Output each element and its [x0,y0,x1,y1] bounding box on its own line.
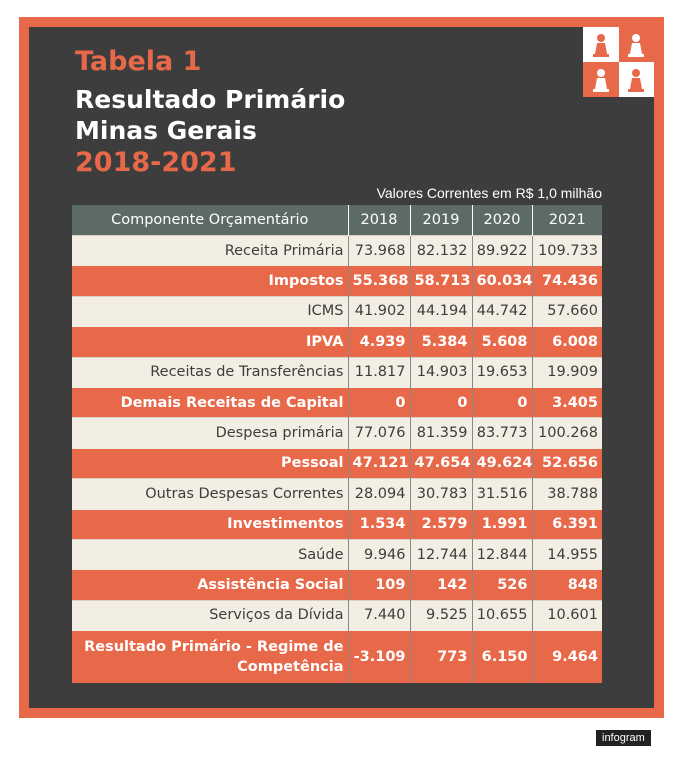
cell-value: 3.405 [532,387,602,417]
cell-value: 10.655 [472,600,532,630]
cell-value: 0 [472,387,532,417]
table-header-row [72,205,602,236]
pawn-icon [619,27,655,62]
cell-value: 82.132 [410,236,472,266]
pawn-icon [619,62,655,97]
cell-value: 52.656 [532,448,602,478]
table-row [72,266,602,296]
cell-value: 28.094 [348,479,410,509]
cell-value: 6.391 [532,509,602,539]
row-label: Serviços da Dívida [72,600,348,630]
cell-value: 12.844 [472,539,532,569]
table-row [72,327,602,357]
page-title: Resultado Primário Minas Gerais [75,85,346,145]
cell-value: 526 [472,570,532,600]
cell-value: 109.733 [532,236,602,266]
table-row [72,509,602,539]
cell-value: 5.384 [410,327,472,357]
table-row [72,631,602,684]
table-row [72,418,602,448]
column-header: 2018 [348,205,410,236]
cell-value: 41.902 [348,296,410,326]
table-row [72,570,602,600]
column-header: 2019 [410,205,472,236]
cell-value: 5.608 [472,327,532,357]
table-row [72,357,602,387]
cell-value: 848 [532,570,602,600]
column-header: 2020 [472,205,532,236]
cell-value: 19.653 [472,357,532,387]
row-label: IPVA [72,327,348,357]
cell-value: 60.034 [472,266,532,296]
cell-value: -3.109 [348,631,410,684]
cell-value: 142 [410,570,472,600]
cell-value: 19.909 [532,357,602,387]
cell-value: 7.440 [348,600,410,630]
cell-value: 58.713 [410,266,472,296]
pawn-icon [583,27,619,62]
cell-value: 10.601 [532,600,602,630]
table-row [72,539,602,569]
row-label: Investimentos [72,509,348,539]
cell-value: 77.076 [348,418,410,448]
cell-value: 31.516 [472,479,532,509]
share-label: Share [42,730,69,741]
cell-value: 0 [348,387,410,417]
row-label: Impostos [72,266,348,296]
infogram-brand-link[interactable]: infogram [596,730,651,746]
cell-value: 47.121 [348,448,410,478]
cell-value: 44.194 [410,296,472,326]
cell-value: 55.368 [348,266,410,296]
row-label: Despesa primária [72,418,348,448]
logo [583,27,654,97]
cell-value: 9.946 [348,539,410,569]
cell-value: 6.008 [532,327,602,357]
table-row [72,387,602,417]
cell-value: 83.773 [472,418,532,448]
cell-value: 89.922 [472,236,532,266]
cell-value: 109 [348,570,410,600]
table-label: Tabela 1 [75,46,202,77]
row-label: Receitas de Transferências [72,357,348,387]
cell-value: 100.268 [532,418,602,448]
cell-value: 14.955 [532,539,602,569]
cell-value: 38.788 [532,479,602,509]
table-row [72,296,602,326]
pawn-icon [583,62,619,97]
cell-value: 2.579 [410,509,472,539]
row-label: Pessoal [72,448,348,478]
cell-value: 44.742 [472,296,532,326]
table-row [72,479,602,509]
table-row [72,448,602,478]
table-row [72,600,602,630]
cell-value: 1.534 [348,509,410,539]
cell-value: 0 [410,387,472,417]
cell-value: 57.660 [532,296,602,326]
row-label: Resultado Primário - Regime de Competência [72,631,348,684]
row-label: Assistência Social [72,570,348,600]
cell-value: 12.744 [410,539,472,569]
cell-value: 9.525 [410,600,472,630]
cell-value: 73.968 [348,236,410,266]
data-table [72,205,602,683]
cell-value: 74.436 [532,266,602,296]
cell-value: 47.654 [410,448,472,478]
cell-value: 11.817 [348,357,410,387]
row-label: Saúde [72,539,348,569]
row-label: ICMS [72,296,348,326]
cell-value: 1.991 [472,509,532,539]
table-row [72,236,602,266]
cell-value: 30.783 [410,479,472,509]
share-button[interactable]: ↗ Share [31,730,69,741]
cell-value: 14.903 [410,357,472,387]
cell-value: 81.359 [410,418,472,448]
cell-value: 4.939 [348,327,410,357]
cell-value: 773 [410,631,472,684]
row-label: Outras Despesas Correntes [72,479,348,509]
cell-value: 49.624 [472,448,532,478]
column-header: Componente Orçamentário [72,205,348,236]
period-label: 2018-2021 [75,147,237,178]
column-header: 2021 [532,205,602,236]
units-note: Valores Correntes em R$ 1,0 milhão [376,185,602,201]
cell-value: 6.150 [472,631,532,684]
cell-value: 9.464 [532,631,602,684]
row-label: Receita Primária [72,236,348,266]
row-label: Demais Receitas de Capital [72,387,348,417]
